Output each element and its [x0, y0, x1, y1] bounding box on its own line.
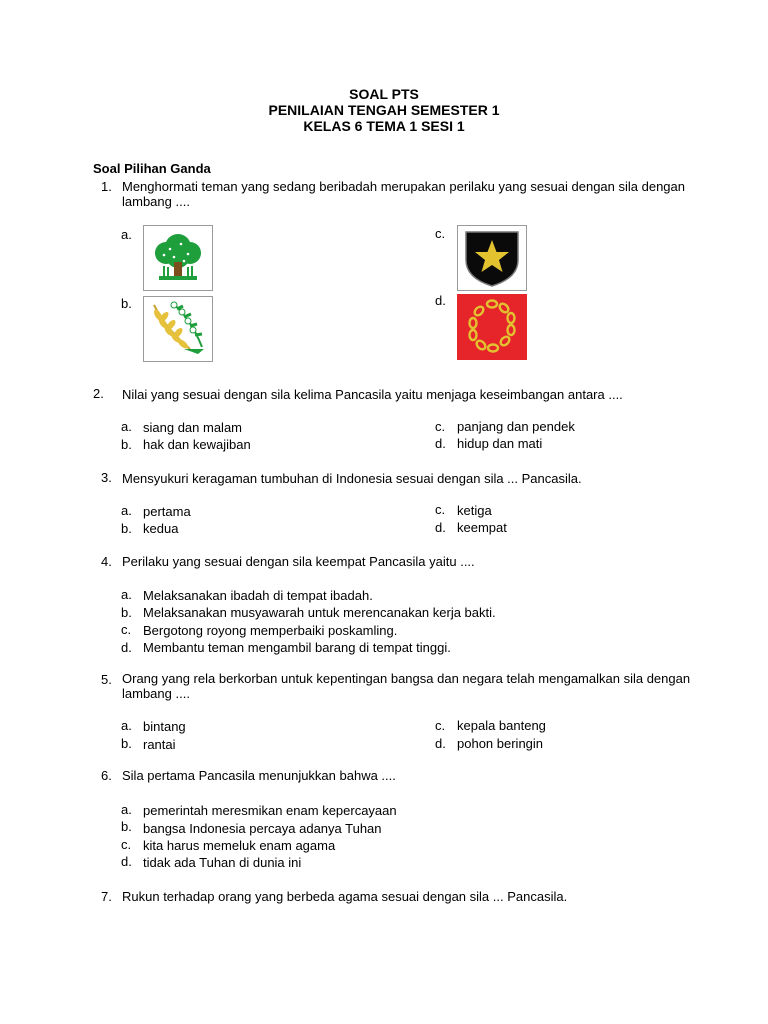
option-letter: c.	[435, 226, 446, 241]
option-text: siang dan malam	[143, 420, 242, 435]
option-text: kita harus memeluk enam agama	[143, 838, 336, 853]
option-letter: d.	[121, 640, 132, 655]
tree-icon	[143, 225, 213, 291]
option-text: kepala banteng	[457, 718, 546, 733]
option-text: bangsa Indonesia percaya adanya Tuhan	[143, 821, 382, 836]
option-text: hak dan kewajiban	[143, 437, 251, 452]
option-letter: c.	[121, 837, 132, 852]
question-text-cont: lambang ....	[122, 686, 190, 701]
option-text: pertama	[143, 504, 191, 519]
chain-icon	[457, 294, 527, 360]
option-letter: c.	[435, 718, 446, 733]
option-text: pemerintah meresmikan enam kepercayaan	[143, 803, 397, 818]
option-letter: b.	[121, 819, 132, 834]
doc-title-line3: KELAS 6 TEMA 1 SESI 1	[303, 118, 465, 134]
question-number: 1.	[101, 179, 112, 194]
question-number: 6.	[101, 768, 112, 783]
option-letter: b.	[121, 437, 132, 452]
star-shield-icon	[457, 225, 527, 291]
option-letter: b.	[121, 605, 132, 620]
option-text: kedua	[143, 521, 179, 536]
question-number: 3.	[101, 470, 112, 485]
question-number: 5.	[101, 672, 112, 687]
option-letter: b.	[121, 296, 132, 311]
option-text: pohon beringin	[457, 736, 544, 751]
option-text: bintang	[143, 719, 186, 734]
option-letter: a.	[121, 802, 132, 817]
question-text: Orang yang rela berkorban untuk kepentingan bangsa dan negara telah mengamalkan sila dengan	[122, 671, 691, 686]
option-letter: a.	[121, 587, 132, 602]
option-letter: b.	[121, 736, 132, 751]
question-text: Perilaku yang sesuai dengan sila keempat Pancasila yaitu ....	[122, 554, 475, 569]
question-text: Mensyukuri keragaman tumbuhan di Indonesia sesuai dengan sila ... Pancasila.	[122, 471, 582, 486]
option-letter: a.	[121, 718, 132, 733]
option-text: hidup dan mati	[457, 436, 543, 451]
option-letter: d.	[435, 436, 446, 451]
option-letter: a.	[121, 227, 132, 242]
option-letter: c.	[435, 502, 446, 517]
option-letter: d.	[435, 520, 446, 535]
option-letter: d.	[121, 854, 132, 869]
option-text: Melaksanakan ibadah di tempat ibadah.	[143, 588, 373, 603]
option-letter: c.	[121, 622, 132, 637]
option-letter: a.	[121, 503, 132, 518]
question-text-cont: lambang ....	[122, 194, 190, 209]
option-text: keempat	[457, 520, 507, 535]
doc-title-line1: SOAL PTS	[349, 86, 419, 102]
option-text: ketiga	[457, 503, 492, 518]
question-number: 4.	[101, 554, 112, 569]
doc-title-line2: PENILAIAN TENGAH SEMESTER 1	[268, 102, 500, 118]
section-title: Soal Pilihan Ganda	[93, 161, 211, 176]
option-letter: c.	[435, 419, 446, 434]
option-text: Melaksanakan musyawarah untuk merencanakan kerja bakti.	[143, 605, 496, 620]
rice-cotton-icon	[143, 296, 213, 362]
option-text: panjang dan pendek	[457, 419, 575, 434]
option-text: Bergotong royong memperbaiki poskamling.	[143, 623, 398, 638]
question-text: Nilai yang sesuai dengan sila kelima Pancasila yaitu menjaga keseimbangan antara ....	[122, 387, 623, 402]
question-text: Menghormati teman yang sedang beribadah merupakan perilaku yang sesuai dengan sila dengan	[122, 179, 685, 194]
option-letter: d.	[435, 293, 446, 308]
option-letter: a.	[121, 419, 132, 434]
option-letter: d.	[435, 736, 446, 751]
question-number: 2.	[93, 386, 104, 401]
option-text: tidak ada Tuhan di dunia ini	[143, 855, 302, 870]
option-text: Membantu teman mengambil barang di tempat tinggi.	[143, 640, 451, 655]
question-text: Rukun terhadap orang yang berbeda agama sesuai dengan sila ... Pancasila.	[122, 889, 568, 904]
question-number: 7.	[101, 889, 112, 904]
question-text: Sila pertama Pancasila menunjukkan bahwa ....	[122, 768, 396, 783]
option-letter: b.	[121, 521, 132, 536]
option-text: rantai	[143, 737, 176, 752]
